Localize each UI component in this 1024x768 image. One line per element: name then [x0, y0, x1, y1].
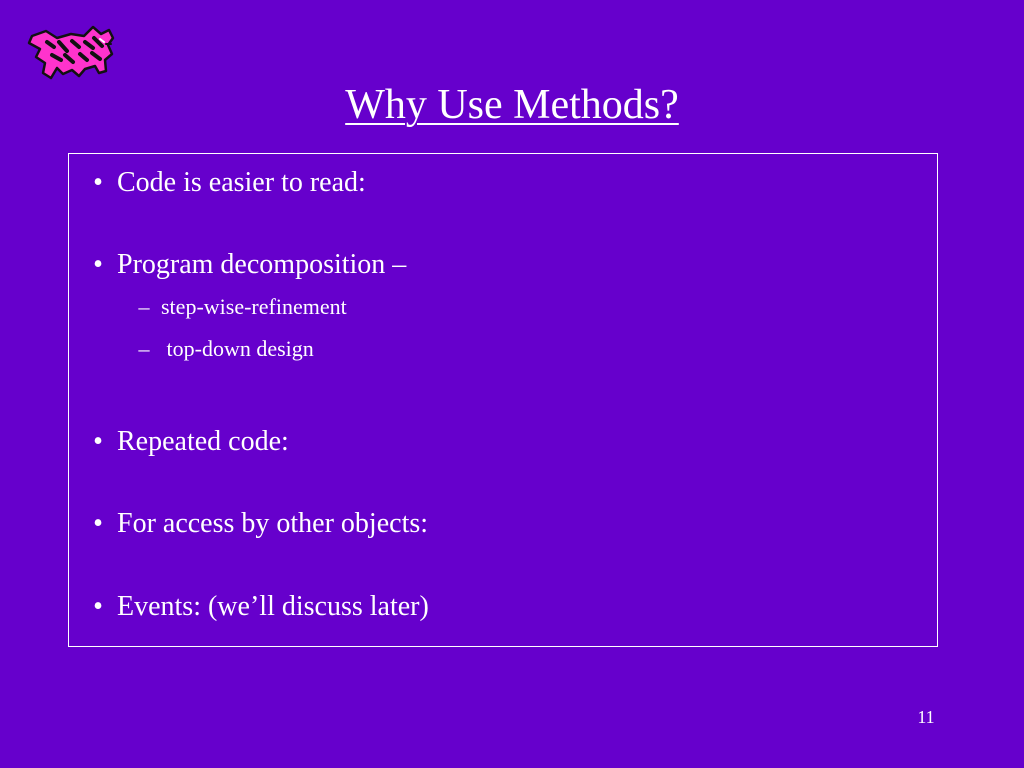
bullet-text: Program decomposition – [117, 249, 407, 280]
sub-bullet-item [127, 294, 347, 320]
bullet-list-box [68, 153, 938, 647]
sub-bullet-marker: – [138, 294, 150, 319]
bullet-item [79, 426, 289, 458]
bullet-item [79, 591, 429, 623]
page-number: 11 [917, 707, 935, 727]
cat-logo-icon [24, 24, 116, 82]
bullet-marker: • [93, 167, 103, 198]
bullet-text: Code is easier to read: [117, 167, 366, 198]
bullet-marker: • [93, 508, 103, 539]
bullet-text: Events: (we’ll discuss later) [117, 591, 429, 622]
bullet-marker: • [93, 249, 103, 280]
bullet-item [79, 249, 406, 281]
sub-bullet-text: step-wise-refinement [161, 294, 347, 319]
bullet-marker: • [93, 426, 103, 457]
bullet-item [79, 508, 428, 540]
sub-bullet-marker: – [138, 336, 150, 361]
slide-title [0, 78, 1024, 132]
sub-bullet-item [127, 336, 314, 362]
bullet-text: Repeated code: [117, 426, 289, 457]
slide-title-text: Why Use Methods? [345, 82, 679, 128]
bullet-item [79, 167, 366, 199]
bullet-marker: • [93, 591, 103, 622]
bullet-text: For access by other objects: [117, 508, 429, 539]
sub-bullet-text: top-down design [161, 336, 314, 361]
